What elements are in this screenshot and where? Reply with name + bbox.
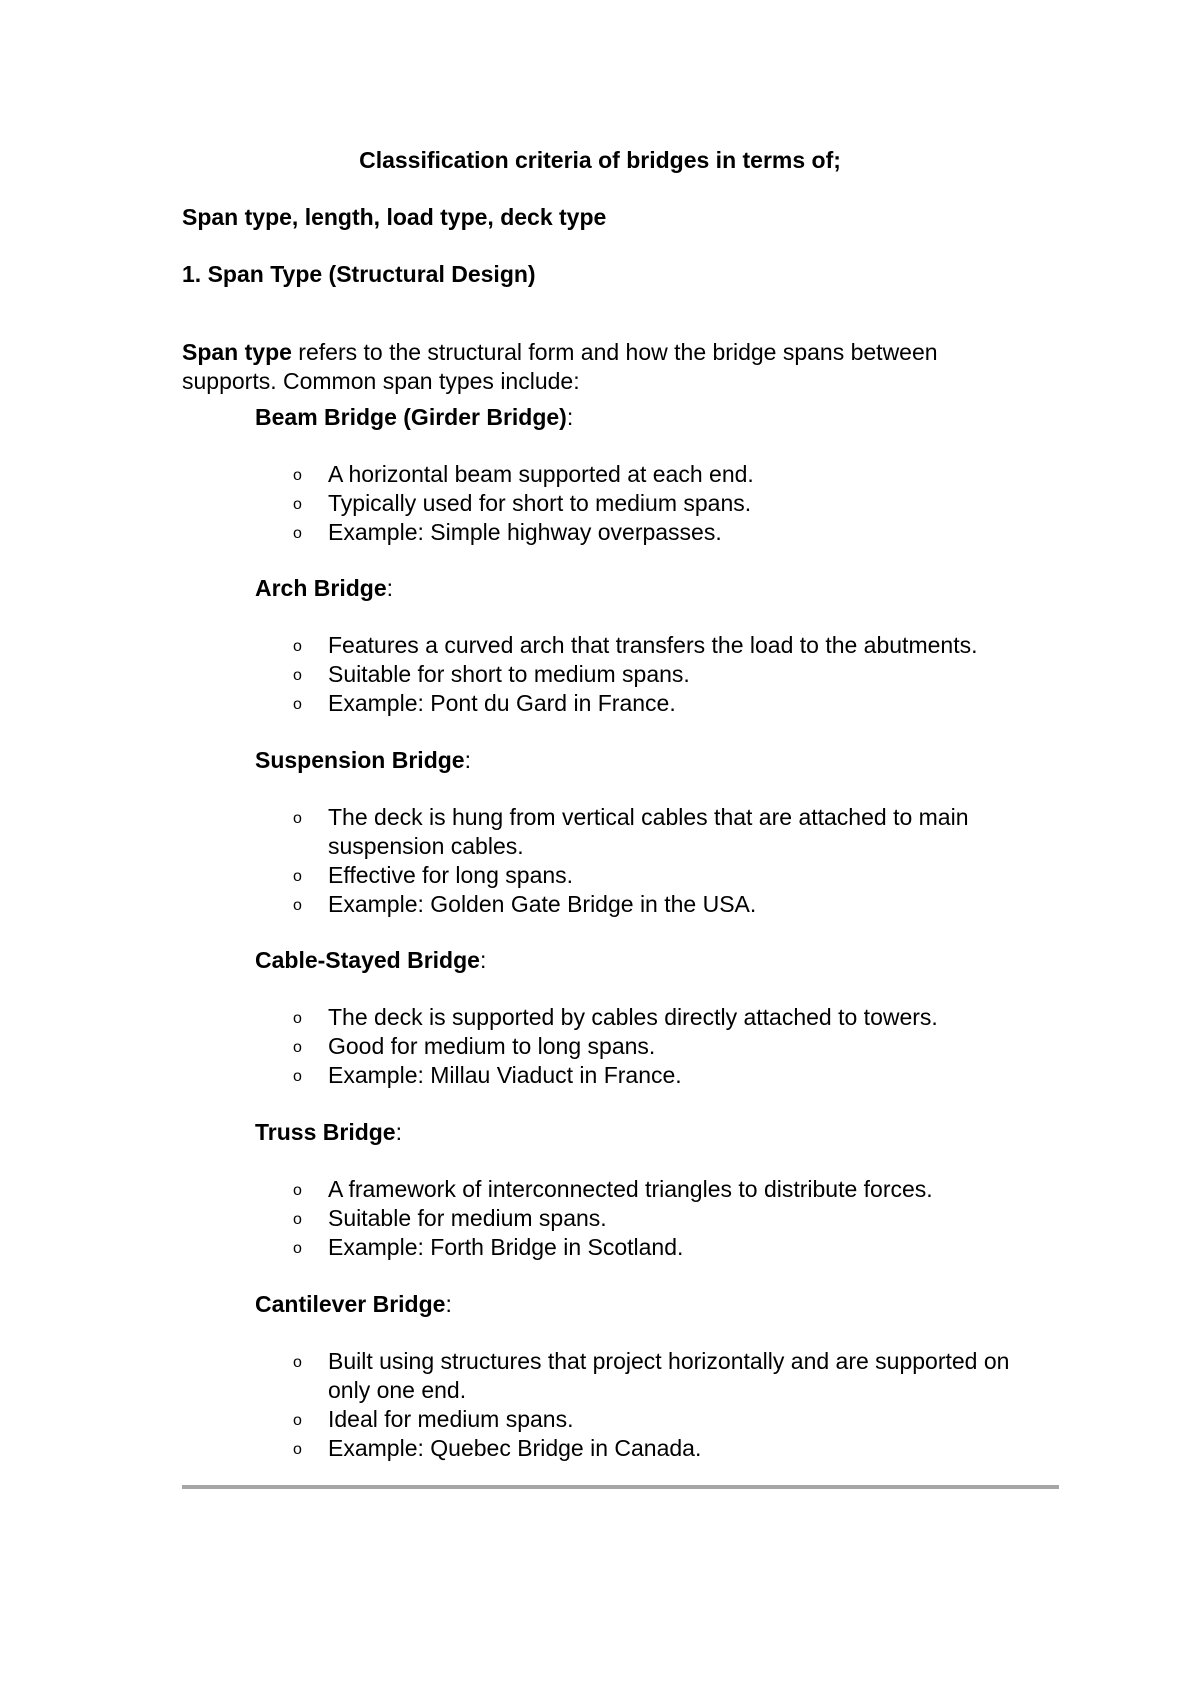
bullet-marker: o bbox=[293, 525, 302, 542]
list-item-text: Example: Golden Gate Bridge in the USA. bbox=[328, 891, 757, 917]
list-item-text: Suitable for short to medium spans. bbox=[328, 661, 690, 687]
bridge-name-suffix: : bbox=[395, 1119, 402, 1145]
bridge-heading bbox=[255, 946, 1055, 974]
bridge-name: Suspension Bridge bbox=[255, 747, 465, 773]
intro-paragraph bbox=[182, 338, 1002, 396]
list-item-text: Good for medium to long spans. bbox=[328, 1033, 656, 1059]
bridge-name: Cantilever Bridge bbox=[255, 1291, 446, 1317]
document-subtitle: Span type, length, load type, deck type bbox=[182, 204, 607, 230]
bridge-name-suffix: : bbox=[464, 747, 471, 773]
bridge-points-list bbox=[255, 631, 1055, 718]
bullet-marker: o bbox=[293, 1182, 302, 1199]
bullet-marker: o bbox=[293, 868, 302, 885]
list-item-text: The deck is hung from vertical cables that are attached to main suspension cables. bbox=[328, 804, 969, 859]
bridge-points-list bbox=[255, 1347, 1055, 1463]
bullet-marker: o bbox=[293, 496, 302, 513]
bullet-marker: o bbox=[293, 810, 302, 827]
list-item-text: Effective for long spans. bbox=[328, 862, 574, 888]
list-item bbox=[255, 1032, 1028, 1061]
bullet-marker: o bbox=[293, 667, 302, 684]
list-item bbox=[255, 489, 1028, 518]
bridge-points-list bbox=[255, 1175, 1055, 1262]
list-item-text: Suitable for medium spans. bbox=[328, 1205, 607, 1231]
bridge-name-suffix: : bbox=[479, 947, 487, 973]
bullet-marker: o bbox=[293, 696, 302, 713]
bridge-section-cantilever bbox=[255, 1290, 1055, 1463]
list-item bbox=[255, 689, 1028, 718]
list-item bbox=[255, 460, 1028, 489]
bridge-section-cable-stayed bbox=[255, 946, 1055, 1090]
bridge-name-suffix: : bbox=[386, 575, 394, 601]
bullet-marker: o bbox=[293, 1039, 302, 1056]
bullet-marker: o bbox=[293, 897, 302, 914]
intro-term: Span type bbox=[182, 339, 292, 365]
list-item-text: Features a curved arch that transfers the load to the abutments. bbox=[328, 632, 978, 658]
section-heading: 1. Span Type (Structural Design) bbox=[182, 261, 536, 287]
list-item-text: Typically used for short to medium spans. bbox=[328, 490, 752, 516]
bridge-name: Truss Bridge bbox=[255, 1119, 396, 1145]
bridge-name: Cable-Stayed Bridge bbox=[255, 947, 480, 973]
list-item bbox=[255, 1233, 1028, 1262]
list-item bbox=[255, 660, 1028, 689]
bullet-marker: o bbox=[293, 1211, 302, 1228]
bridge-section-suspension bbox=[255, 746, 1055, 919]
list-item-text: Example: Quebec Bridge in Canada. bbox=[328, 1435, 702, 1461]
list-item-text: A framework of interconnected triangles to distribute forces. bbox=[328, 1176, 933, 1202]
list-item bbox=[255, 1434, 1028, 1463]
list-item-text: The deck is supported by cables directly attached to towers. bbox=[328, 1004, 938, 1030]
bridge-heading bbox=[255, 746, 1055, 774]
list-item-text: A horizontal beam supported at each end. bbox=[328, 461, 754, 487]
bullet-marker: o bbox=[293, 1010, 302, 1027]
bridge-heading bbox=[255, 1118, 1055, 1146]
list-item bbox=[255, 1405, 1028, 1434]
list-item bbox=[255, 1175, 1028, 1204]
bullet-marker: o bbox=[293, 467, 302, 484]
bridge-heading bbox=[255, 574, 1055, 602]
list-item-text: Example: Pont du Gard in France. bbox=[328, 690, 676, 716]
list-item-text: Built using structures that project horizontally and are supported on only one end. bbox=[328, 1348, 1010, 1403]
bridge-section-arch bbox=[255, 574, 1055, 718]
document-title: Classification criteria of bridges in terms of; bbox=[359, 147, 841, 173]
bridge-section-beam bbox=[255, 403, 1055, 547]
bridge-name-suffix: : bbox=[566, 404, 574, 430]
bridge-points-list bbox=[255, 460, 1055, 547]
list-item-text: Example: Forth Bridge in Scotland. bbox=[328, 1234, 684, 1260]
list-item bbox=[255, 631, 1028, 660]
bullet-marker: o bbox=[293, 1441, 302, 1458]
list-item bbox=[255, 1204, 1028, 1233]
horizontal-divider bbox=[182, 1485, 1059, 1489]
bullet-marker: o bbox=[293, 1412, 302, 1429]
list-item bbox=[255, 1347, 1028, 1405]
list-item bbox=[255, 861, 1028, 890]
bridge-name: Beam Bridge (Girder Bridge) bbox=[255, 404, 567, 430]
bridge-heading bbox=[255, 1290, 1055, 1318]
list-item bbox=[255, 518, 1028, 547]
list-item bbox=[255, 803, 1028, 861]
bridge-heading bbox=[255, 403, 1055, 431]
list-item bbox=[255, 890, 1028, 919]
bullet-marker: o bbox=[293, 638, 302, 655]
list-item-text: Ideal for medium spans. bbox=[328, 1406, 574, 1432]
intro-text: refers to the structural form and how the bridge spans between supports. Common span types include: bbox=[182, 339, 938, 394]
bullet-marker: o bbox=[293, 1240, 302, 1257]
bridge-points-list bbox=[255, 1003, 1055, 1090]
list-item-text: Example: Simple highway overpasses. bbox=[328, 519, 722, 545]
list-item bbox=[255, 1003, 1028, 1032]
list-item-text: Example: Millau Viaduct in France. bbox=[328, 1062, 682, 1088]
bridge-section-truss bbox=[255, 1118, 1055, 1262]
bridge-points-list bbox=[255, 803, 1055, 919]
bridge-name: Arch Bridge bbox=[255, 575, 387, 601]
list-item bbox=[255, 1061, 1028, 1090]
bullet-marker: o bbox=[293, 1354, 302, 1371]
bullet-marker: o bbox=[293, 1068, 302, 1085]
bridge-name-suffix: : bbox=[445, 1291, 452, 1317]
